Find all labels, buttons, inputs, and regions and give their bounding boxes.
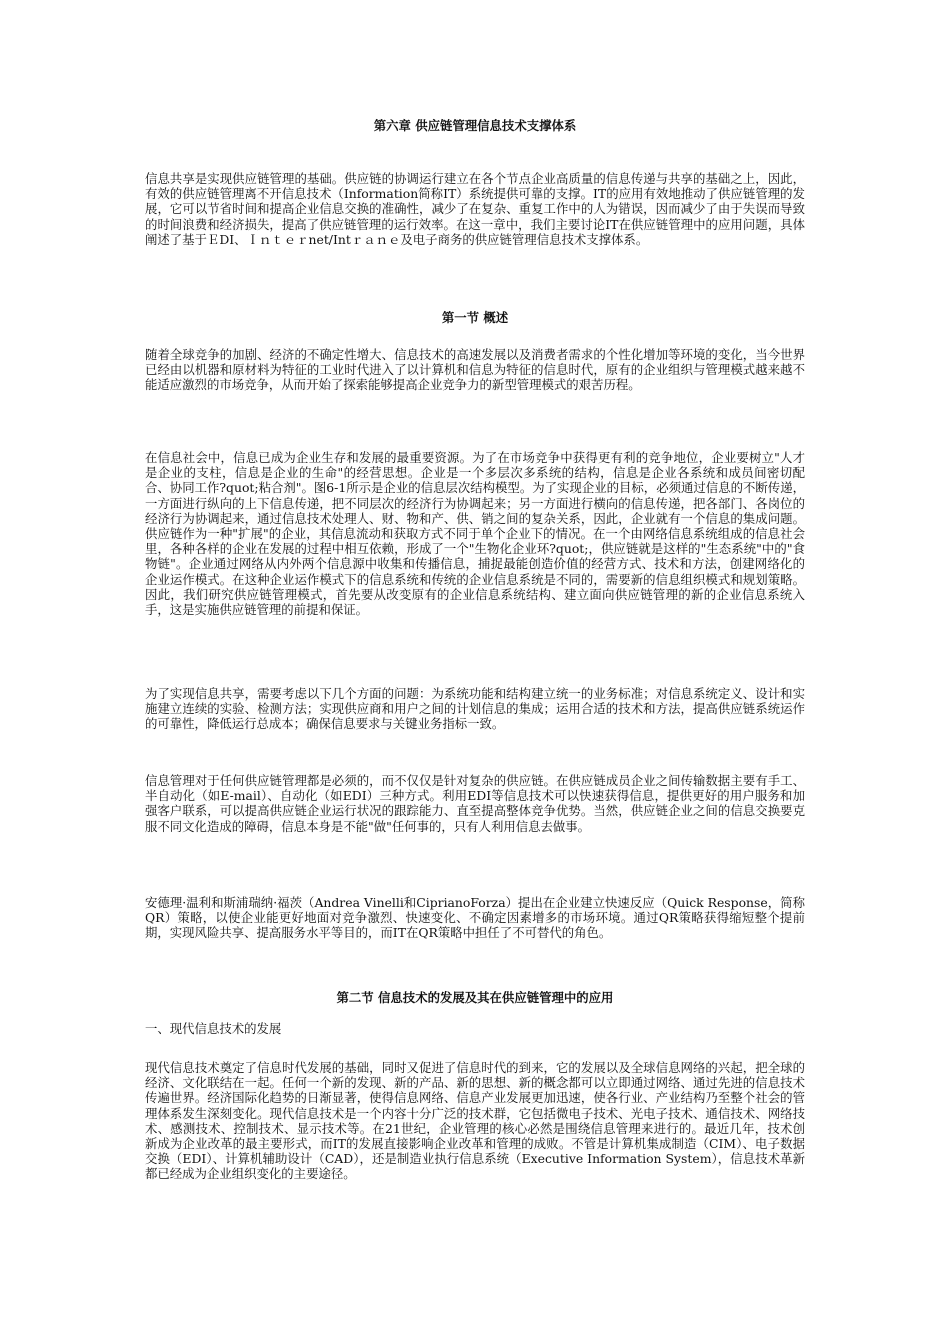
section1-paragraph-4: 信息管理对于任何供应链管理都是必须的，而不仅仅是针对复杂的供应链。在供应链成员企业之间传输数据主要有手工、半自动化（如E-mail）、自动化（如EDI）三种方式。利用EDI等信息技术可以快速获得信息，提供更好的用户服务和加强客户联系，可以提高供应链企业运行状况的跟踪能力、直至提高整体竞争优势。当然，供应链企业之间的信息交换要克服不同文化造成的障碍，信息本身是不能"做"任何事的，只有人利用信息去做事。 <box>145 773 805 834</box>
section1-paragraph-2: 在信息社会中，信息已成为企业生存和发展的最重要资源。为了在市场竞争中获得更有利的竞争地位，企业要树立"人才是企业的支柱，信息是企业的生命"的经营思想。企业是一个多层次多系统的结构，信息是企业各系统和成员间密切配合、协同工作?quot;粘合剂"。图6-1所示是企业的信息层次结构模型。为了实现企业的目标，必须通过信息的不断传递，一方面进行纵向的上下信息传递，把不同层次的经济行为协调起来；另一方面进行横向的信息传递，把各部门、各岗位的经济行为协调起来，通过信息技术处理人、财、物和产、供、销之间的复杂关系，因此，企业就有一个信息的集成问题。供应链作为一种"扩展"的企业，其信息流动和获取方式不同于单个企业下的情况。在一个由网络信息系统组成的信息社会里，各种各样的企业在发展的过程中相互依赖，形成了一个"生物化企业环?quot;，供应链就是这样的"生态系统"中的"食物链"。企业通过网络从内外两个信息源中收集和传播信息，捕捉最能创造价值的经营方式、技术和方法，创建网络化的企业运作模式。在这种企业运作模式下的信息系统和传统的企业信息系统是不同的，需要新的信息组织模式和规划策略。因此，我们研究供应链管理模式，首先要从改变原有的企业信息系统结构、建立面向供应链管理的新的企业信息系统入手，这是实施供应链管理的前提和保证。 <box>145 450 805 618</box>
section2-title: 第二节 信息技术的发展及其在供应链管理中的应用 <box>336 990 614 1005</box>
section1-paragraph-3: 为了实现信息共享，需要考虑以下几个方面的问题：为系统功能和结构建立统一的业务标准；对信息系统定义、设计和实施建立连续的实验、检测方法；实现供应商和用户之间的计划信息的集成；运用合适的技术和方法，提高供应链系统运作的可靠性，降低运行总成本；确保信息要求与关键业务指标一致。 <box>145 686 805 732</box>
section1-title: 第一节 概述 <box>441 310 509 325</box>
chapter-title: 第六章 供应链管理信息技术支撑体系 <box>373 118 577 133</box>
intro-paragraph: 信息共享是实现供应链管理的基础。供应链的协调运行建立在各个节点企业高质量的信息传递与共享的基础之上，因此，有效的供应链管理离不开信息技术（Information简称IT）系统提供可靠的支撑。IT的应用有效地推动了供应链管理的发展，它可以节省时间和提高企业信息交换的准确性，减少了在复杂、重复工作中的人为错误，因而减少了由于失误而导致的时间浪费和经济损失，提高了供应链管理的运行效率。在这一章中，我们主要讨论IT在供应链管理中的应用问题，具体阐述了基于ＥDI、Ｉｎｔｅｒnet/Intｒａｎｅ及电子商务的供应链管理信息技术支撑体系。 <box>145 171 805 247</box>
section1-paragraph-1: 随着全球竞争的加剧、经济的不确定性增大、信息技术的高速发展以及消费者需求的个性化增加等环境的变化，当今世界已经由以机器和原材料为特征的工业时代进入了以计算机和信息为特征的信息时代，原有的企业组织与管理模式越来越不能适应激烈的市场竞争，从而开始了探索能够提高企业竞争力的新型管理模式的艰苦历程。 <box>145 347 805 393</box>
section2-subtitle: 一、现代信息技术的发展 <box>145 1021 282 1036</box>
section1-paragraph-5: 安德理·温利和斯浦瑞纳·福茨（Andrea Vinelli和CiprianoForza）提出在企业建立快速反应（Quick Response，简称QR）策略，以使企业能更好地面对竞争激烈、快速变化、不确定因素增多的市场环境。通过QR策略获得缩短整个提前期，实现风险共享、提高服务水平等目的，而IT在QR策略中担任了不可替代的角色。 <box>145 895 805 941</box>
section2-paragraph: 现代信息技术奠定了信息时代发展的基础，同时又促进了信息时代的到来，它的发展以及全球信息网络的兴起，把全球的经济、文化联结在一起。任何一个新的发现、新的产品、新的思想、新的概念都可以立即通过网络、通过先进的信息技术传遍世界。经济国际化趋势的日渐显著，使得信息网络、信息产业发展更加迅速，使各行业、产业结构乃至整个社会的管理体系发生深刻变化。现代信息技术是一个内容十分广泛的技术群，它包括微电子技术、光电子技术、通信技术、网络技术、感测技术、控制技术、显示技术等。在21世纪，企业管理的核心必然是围绕信息管理来进行的。最近几年，技术创新成为企业改革的最主要形式，而IT的发展直接影响企业改革和管理的成败。不管是计算机集成制造（CIM）、电子数据交换（EDI）、计算机辅助设计（CAD），还是制造业执行信息系统（Executive Information System），信息技术革新都已经成为企业组织变化的主要途径。 <box>145 1060 805 1182</box>
